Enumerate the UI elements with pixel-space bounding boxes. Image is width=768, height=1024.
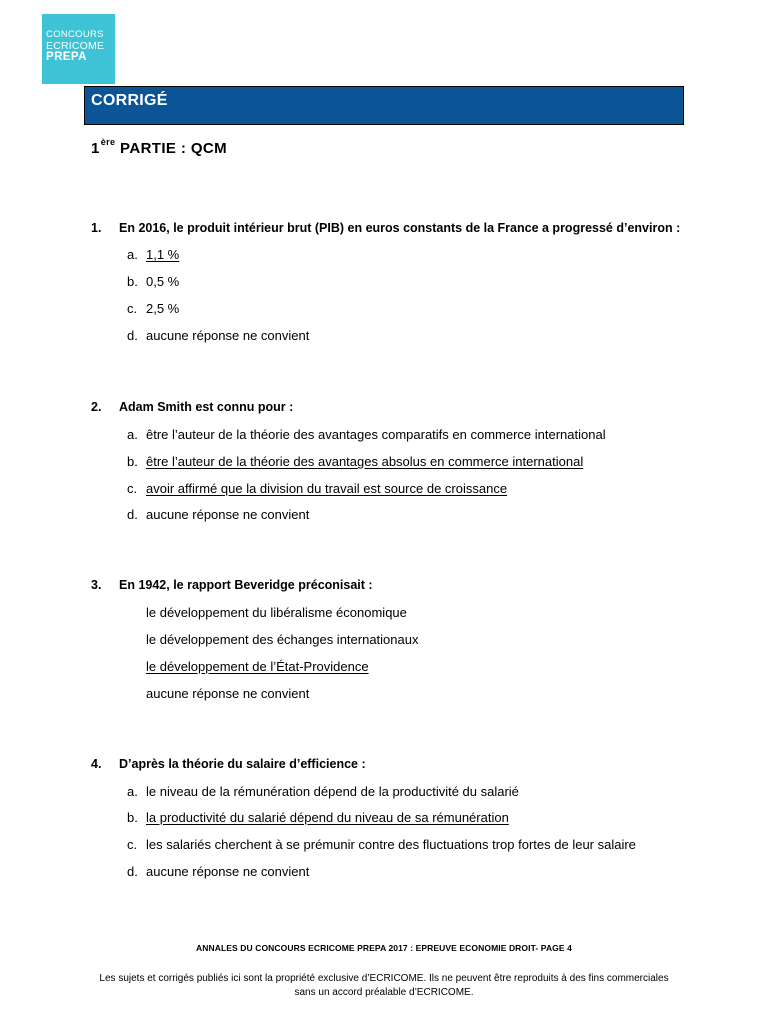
- part-number: 1: [91, 140, 100, 157]
- option-letter: d.: [127, 864, 138, 879]
- question-1: [91, 221, 680, 235]
- option-text: aucune réponse ne convient: [146, 686, 310, 701]
- option-text-correct: être l’auteur de la théorie des avantages absolus en commerce international: [146, 454, 584, 469]
- answer-option: [127, 507, 309, 522]
- part-title: PARTIE : QCM: [120, 140, 228, 157]
- option-letter: c.: [127, 481, 138, 496]
- question-text: D’après la théorie du salaire d’efficience :: [119, 757, 366, 771]
- option-letter: b.: [127, 274, 138, 289]
- section-banner: [84, 86, 684, 125]
- answer-option: [127, 247, 179, 262]
- ecricome-logo: [42, 14, 115, 84]
- option-text: les salariés cherchent à se prémunir contre des fluctuations trop fortes de leur salaire: [146, 837, 636, 852]
- option-letter: a.: [127, 427, 138, 442]
- option-text-correct: 1,1 %: [146, 247, 180, 262]
- answer-option: [127, 810, 509, 825]
- option-letter: a.: [127, 784, 138, 799]
- option-text-correct: avoir affirmé que la division du travail est source de croissance: [146, 481, 508, 496]
- option-letter: d.: [127, 328, 138, 343]
- answer-option: [127, 427, 606, 442]
- question-number: 3.: [91, 578, 102, 592]
- part-superscript: ère: [100, 137, 116, 147]
- option-text-correct: la productivité du salarié dépend du niveau de sa rémunération: [146, 810, 509, 825]
- answer-option: [146, 632, 418, 647]
- logo-line-ecricome: ECRICOME: [46, 39, 105, 52]
- option-text: le développement du libéralisme économique: [146, 605, 407, 620]
- option-letter: c.: [127, 301, 138, 316]
- answer-option: [127, 301, 179, 316]
- option-letter: b.: [127, 810, 138, 825]
- footer-copyright: Les sujets et corrigés publiés ici sont la propriété exclusive d’ECRICOME. Ils ne peuvent être reproduits à des fins commerciales sans un accord préalable d’ECRICOME.: [99, 973, 669, 998]
- option-letter: b.: [127, 454, 138, 469]
- option-letter: d.: [127, 507, 138, 522]
- answer-option: [127, 864, 309, 879]
- answer-option: [127, 454, 583, 469]
- part-heading: [91, 139, 227, 157]
- option-text-correct: le développement de l’État-Providence: [146, 659, 369, 674]
- answer-option: [127, 481, 507, 496]
- answer-option: [127, 328, 309, 343]
- question-number: 1.: [91, 221, 102, 235]
- question-2: [91, 400, 293, 414]
- question-text: En 1942, le rapport Beveridge préconisait :: [119, 578, 373, 592]
- banner-title: CORRIGÉ: [91, 92, 168, 109]
- answer-option: [146, 605, 407, 620]
- option-text: 0,5 %: [146, 274, 180, 289]
- answer-option: [146, 686, 309, 701]
- option-text: 2,5 %: [146, 301, 180, 316]
- question-text: Adam Smith est connu pour :: [119, 400, 294, 414]
- option-text: le niveau de la rémunération dépend de la productivité du salarié: [146, 784, 519, 799]
- option-text: le développement des échanges internationaux: [146, 632, 419, 647]
- logo-line-prepa: PREPA: [46, 51, 87, 63]
- question-4: [91, 757, 366, 771]
- footer-page-title: ANNALES DU CONCOURS ECRICOME PREPA 2017 : EPREUVE ECONOMIE DROIT- PAGE 4: [196, 943, 572, 953]
- answer-option: [127, 274, 179, 289]
- answer-option: [127, 837, 636, 852]
- option-text: être l’auteur de la théorie des avantages comparatifs en commerce international: [146, 427, 606, 442]
- answer-option: [127, 784, 519, 799]
- option-letter: a.: [127, 247, 138, 262]
- question-number: 4.: [91, 757, 102, 771]
- answer-option: [146, 659, 369, 674]
- option-text: aucune réponse ne convient: [146, 507, 310, 522]
- logo-line-concours: CONCOURS: [46, 29, 104, 40]
- question-text: En 2016, le produit intérieur brut (PIB) en euros constants de la France a progressé d’environ :: [119, 221, 681, 235]
- option-text: aucune réponse ne convient: [146, 864, 310, 879]
- question-number: 2.: [91, 400, 102, 414]
- option-letter: c.: [127, 837, 138, 852]
- question-3: [91, 578, 373, 592]
- option-text: aucune réponse ne convient: [146, 328, 310, 343]
